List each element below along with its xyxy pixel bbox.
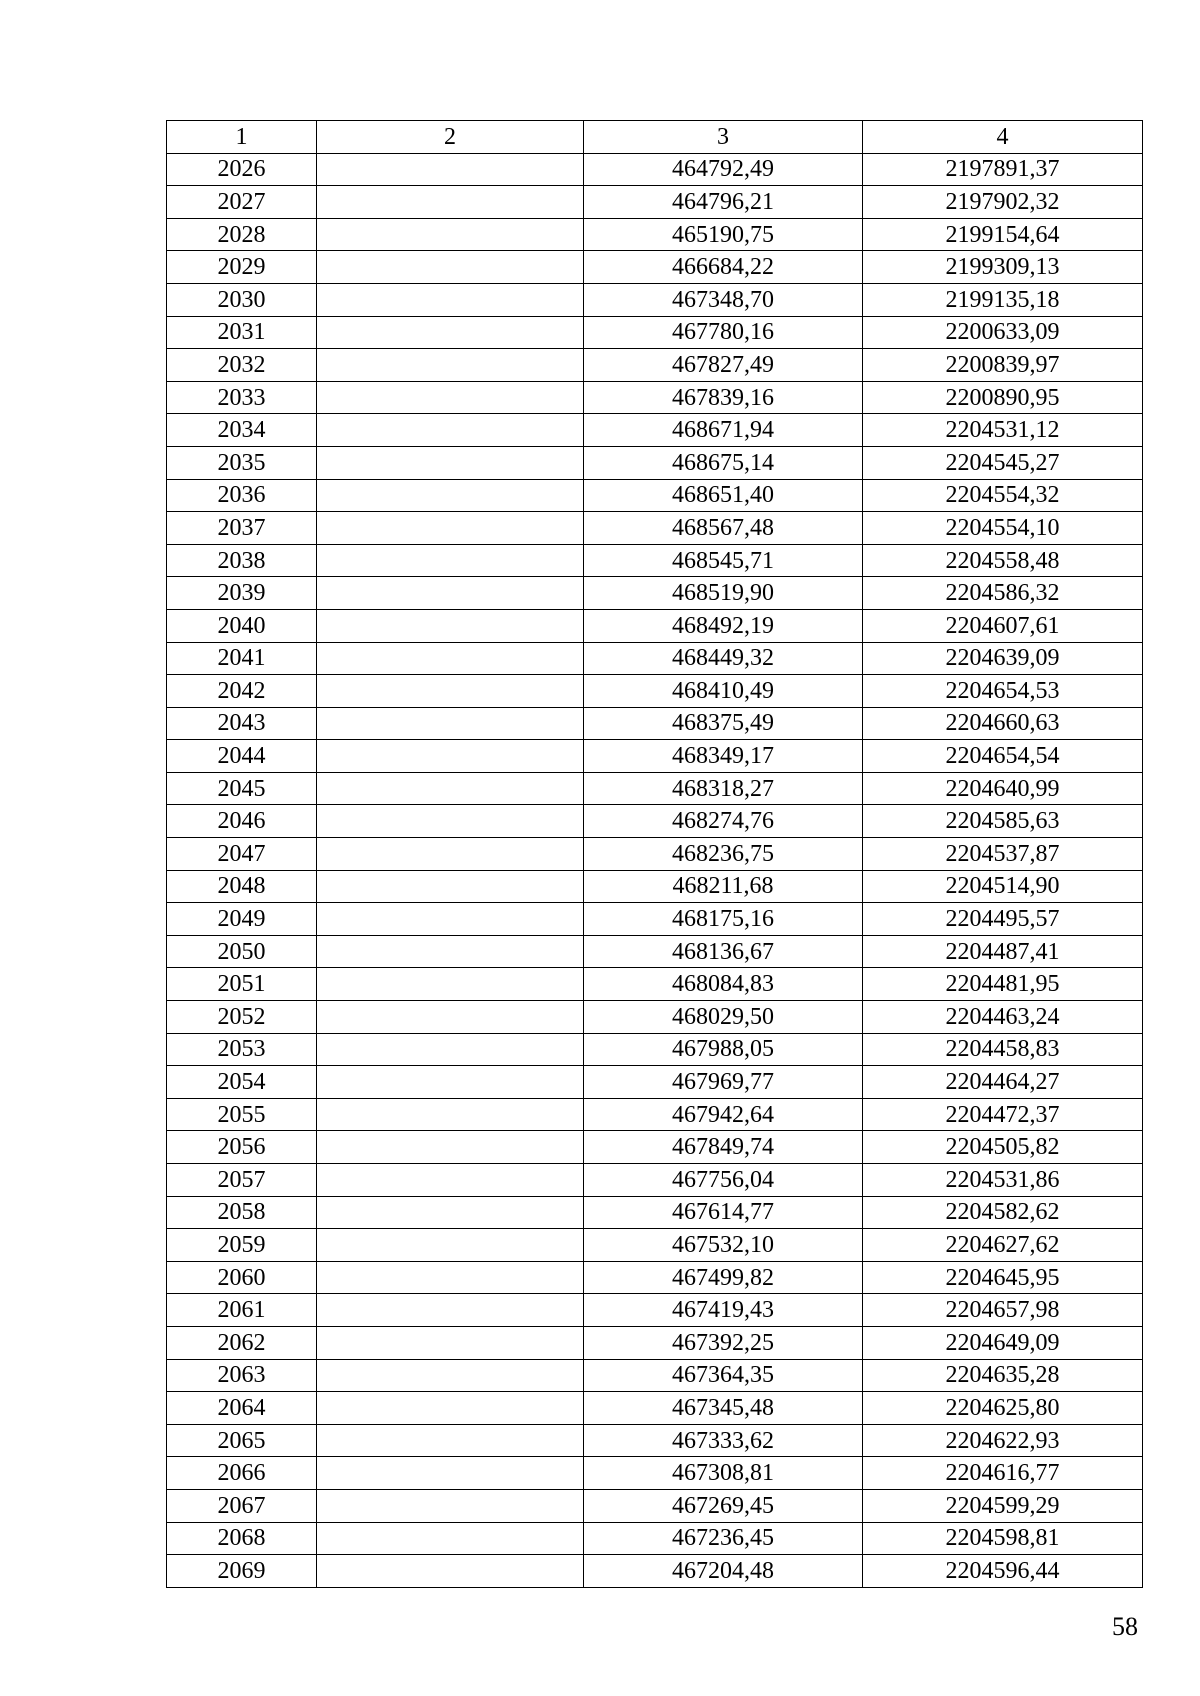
table-cell-col2 — [317, 1066, 584, 1099]
table-cell-col3: 467756,04 — [584, 1164, 863, 1197]
table-row — [167, 707, 1143, 740]
table-cell-col2 — [317, 1489, 584, 1522]
table-cell-col3: 468651,40 — [584, 479, 863, 512]
table-cell-col4: 2200633,09 — [863, 316, 1143, 349]
table-row — [167, 805, 1143, 838]
table-cell-col3: 468274,76 — [584, 805, 863, 838]
table-row — [167, 512, 1143, 545]
table-cell-col1: 2027 — [167, 186, 317, 219]
table-cell-col3: 464796,21 — [584, 186, 863, 219]
table-cell-col3: 467236,45 — [584, 1522, 863, 1555]
table-row — [167, 1359, 1143, 1392]
table-cell-col2 — [317, 935, 584, 968]
table-cell-col1: 2059 — [167, 1229, 317, 1262]
table-cell-col1: 2029 — [167, 251, 317, 284]
table-cell-col3: 467419,43 — [584, 1294, 863, 1327]
table-cell-col3: 467532,10 — [584, 1229, 863, 1262]
table-cell-col3: 467969,77 — [584, 1066, 863, 1099]
table-cell-col4: 2204472,37 — [863, 1098, 1143, 1131]
table-cell-col1: 2038 — [167, 544, 317, 577]
table-cell-col4: 2204495,57 — [863, 903, 1143, 936]
table-cell-col2 — [317, 1522, 584, 1555]
table-row — [167, 609, 1143, 642]
table-cell-col4: 2204654,54 — [863, 740, 1143, 773]
table-row — [167, 1424, 1143, 1457]
table-cell-col4: 2204505,82 — [863, 1131, 1143, 1164]
table-cell-col4: 2204622,93 — [863, 1424, 1143, 1457]
table-cell-col4: 2204487,41 — [863, 935, 1143, 968]
table-cell-col1: 2034 — [167, 414, 317, 447]
table-row — [167, 414, 1143, 447]
table-cell-col1: 2062 — [167, 1326, 317, 1359]
table-row — [167, 283, 1143, 316]
table-cell-col3: 468675,14 — [584, 446, 863, 479]
table-cell-col1: 2046 — [167, 805, 317, 838]
table-cell-col2 — [317, 1424, 584, 1457]
table-cell-col4: 2204464,27 — [863, 1066, 1143, 1099]
table-header-row — [167, 121, 1143, 154]
table-cell-col4: 2204654,53 — [863, 675, 1143, 708]
table-cell-col1: 2037 — [167, 512, 317, 545]
table-cell-col4: 2204645,95 — [863, 1261, 1143, 1294]
table-cell-col4: 2204545,27 — [863, 446, 1143, 479]
table-cell-col1: 2048 — [167, 870, 317, 903]
table-cell-col4: 2197891,37 — [863, 153, 1143, 186]
table-cell-col4: 2204598,81 — [863, 1522, 1143, 1555]
table-cell-col4: 2204660,63 — [863, 707, 1143, 740]
table-cell-col2 — [317, 707, 584, 740]
table-cell-col4: 2204558,48 — [863, 544, 1143, 577]
table-cell-col3: 468029,50 — [584, 1001, 863, 1034]
table-cell-col1: 2061 — [167, 1294, 317, 1327]
table-cell-col4: 2204627,62 — [863, 1229, 1143, 1262]
table-cell-col1: 2042 — [167, 675, 317, 708]
table-cell-col2 — [317, 512, 584, 545]
table-row — [167, 1261, 1143, 1294]
table-row — [167, 935, 1143, 968]
table-cell-col3: 468449,32 — [584, 642, 863, 675]
table-cell-col2 — [317, 153, 584, 186]
table-cell-col4: 2204607,61 — [863, 609, 1143, 642]
table-row — [167, 186, 1143, 219]
table-cell-col1: 2069 — [167, 1555, 317, 1588]
table-cell-col4: 2204514,90 — [863, 870, 1143, 903]
table-cell-col3: 468349,17 — [584, 740, 863, 773]
table-cell-col2 — [317, 577, 584, 610]
table-cell-col3: 468492,19 — [584, 609, 863, 642]
table-cell-col1: 2039 — [167, 577, 317, 610]
table-cell-col2 — [317, 1229, 584, 1262]
table-cell-col3: 468410,49 — [584, 675, 863, 708]
table-cell-col1: 2040 — [167, 609, 317, 642]
table-cell-col2 — [317, 1392, 584, 1425]
table-row — [167, 870, 1143, 903]
table-row — [167, 381, 1143, 414]
table-cell-col4: 2204481,95 — [863, 968, 1143, 1001]
table-cell-col2 — [317, 838, 584, 871]
table-cell-col4: 2204639,09 — [863, 642, 1143, 675]
table-cell-col4: 2204616,77 — [863, 1457, 1143, 1490]
table-cell-col4: 2204537,87 — [863, 838, 1143, 871]
table-row — [167, 251, 1143, 284]
table-cell-col1: 2058 — [167, 1196, 317, 1229]
table-cell-col1: 2054 — [167, 1066, 317, 1099]
table-cell-col3: 467333,62 — [584, 1424, 863, 1457]
table-cell-col3: 468545,71 — [584, 544, 863, 577]
table-cell-col1: 2055 — [167, 1098, 317, 1131]
table-cell-col4: 2204625,80 — [863, 1392, 1143, 1425]
table-cell-col2 — [317, 609, 584, 642]
header-cell-4: 4 — [863, 121, 1143, 154]
table-cell-col2 — [317, 1033, 584, 1066]
table-cell-col2 — [317, 1457, 584, 1490]
table-cell-col4: 2204458,83 — [863, 1033, 1143, 1066]
table-cell-col3: 467839,16 — [584, 381, 863, 414]
table-cell-col2 — [317, 1294, 584, 1327]
table-cell-col1: 2044 — [167, 740, 317, 773]
table-cell-col3: 466684,22 — [584, 251, 863, 284]
table-cell-col3: 468211,68 — [584, 870, 863, 903]
header-cell-3: 3 — [584, 121, 863, 154]
table-cell-col3: 468318,27 — [584, 772, 863, 805]
table-cell-col2 — [317, 1555, 584, 1588]
table-cell-col3: 468375,49 — [584, 707, 863, 740]
table-row — [167, 218, 1143, 251]
table-cell-col4: 2204554,32 — [863, 479, 1143, 512]
table-cell-col1: 2045 — [167, 772, 317, 805]
table-cell-col1: 2030 — [167, 283, 317, 316]
table-cell-col4: 2199309,13 — [863, 251, 1143, 284]
table-cell-col1: 2035 — [167, 446, 317, 479]
table-cell-col4: 2199154,64 — [863, 218, 1143, 251]
table-cell-col3: 468175,16 — [584, 903, 863, 936]
table-cell-col2 — [317, 1326, 584, 1359]
table-cell-col1: 2064 — [167, 1392, 317, 1425]
coordinates-table — [166, 120, 1143, 1588]
table-cell-col1: 2043 — [167, 707, 317, 740]
table-cell-col1: 2066 — [167, 1457, 317, 1490]
table-cell-col2 — [317, 772, 584, 805]
table-cell-col2 — [317, 186, 584, 219]
table-cell-col3: 467780,16 — [584, 316, 863, 349]
table-cell-col4: 2204531,86 — [863, 1164, 1143, 1197]
table-cell-col4: 2204599,29 — [863, 1489, 1143, 1522]
table-row — [167, 446, 1143, 479]
table-cell-col3: 468236,75 — [584, 838, 863, 871]
table-row — [167, 838, 1143, 871]
table-cell-col3: 467204,48 — [584, 1555, 863, 1588]
table-cell-col1: 2063 — [167, 1359, 317, 1392]
table-cell-col2 — [317, 316, 584, 349]
table-cell-col4: 2204554,10 — [863, 512, 1143, 545]
table-cell-col3: 468671,94 — [584, 414, 863, 447]
table-cell-col1: 2033 — [167, 381, 317, 414]
table-row — [167, 1196, 1143, 1229]
table-cell-col4: 2204463,24 — [863, 1001, 1143, 1034]
table-row — [167, 1489, 1143, 1522]
table-cell-col2 — [317, 1001, 584, 1034]
table-cell-col1: 2051 — [167, 968, 317, 1001]
table-row — [167, 1522, 1143, 1555]
table-row — [167, 903, 1143, 936]
table-row — [167, 1457, 1143, 1490]
table-cell-col3: 467348,70 — [584, 283, 863, 316]
table-row — [167, 1098, 1143, 1131]
table-cell-col2 — [317, 544, 584, 577]
table-cell-col1: 2053 — [167, 1033, 317, 1066]
table-body — [167, 153, 1143, 1587]
table-cell-col2 — [317, 446, 584, 479]
table-cell-col1: 2057 — [167, 1164, 317, 1197]
table-row — [167, 740, 1143, 773]
table-cell-col4: 2204586,32 — [863, 577, 1143, 610]
table-cell-col4: 2204531,12 — [863, 414, 1143, 447]
table-cell-col2 — [317, 218, 584, 251]
table-row — [167, 544, 1143, 577]
table-cell-col2 — [317, 870, 584, 903]
table-cell-col2 — [317, 1261, 584, 1294]
table-cell-col2 — [317, 968, 584, 1001]
table-row — [167, 479, 1143, 512]
table-cell-col2 — [317, 1098, 584, 1131]
table-cell-col2 — [317, 675, 584, 708]
table-cell-col4: 2204635,28 — [863, 1359, 1143, 1392]
table-cell-col3: 468567,48 — [584, 512, 863, 545]
table-row — [167, 1131, 1143, 1164]
table-cell-col3: 467942,64 — [584, 1098, 863, 1131]
table-cell-col2 — [317, 283, 584, 316]
table-cell-col2 — [317, 251, 584, 284]
table-cell-col3: 468136,67 — [584, 935, 863, 968]
table-cell-col4: 2204640,99 — [863, 772, 1143, 805]
table-row — [167, 1294, 1143, 1327]
table-cell-col1: 2068 — [167, 1522, 317, 1555]
table-cell-col4: 2204585,63 — [863, 805, 1143, 838]
table-cell-col3: 467827,49 — [584, 349, 863, 382]
table-cell-col4: 2204649,09 — [863, 1326, 1143, 1359]
table-cell-col1: 2036 — [167, 479, 317, 512]
table-cell-col1: 2056 — [167, 1131, 317, 1164]
table-row — [167, 316, 1143, 349]
table-cell-col4: 2197902,32 — [863, 186, 1143, 219]
header-cell-2: 2 — [317, 121, 584, 154]
table-row — [167, 1066, 1143, 1099]
table-cell-col3: 467988,05 — [584, 1033, 863, 1066]
table-cell-col1: 2032 — [167, 349, 317, 382]
table-cell-col2 — [317, 903, 584, 936]
table-cell-col2 — [317, 479, 584, 512]
table-cell-col2 — [317, 805, 584, 838]
table-cell-col1: 2041 — [167, 642, 317, 675]
table-cell-col3: 467614,77 — [584, 1196, 863, 1229]
table-cell-col4: 2199135,18 — [863, 283, 1143, 316]
table-cell-col3: 467345,48 — [584, 1392, 863, 1425]
page-number: 58 — [1112, 1612, 1138, 1641]
table-cell-col2 — [317, 381, 584, 414]
table-row — [167, 772, 1143, 805]
table-row — [167, 968, 1143, 1001]
table-cell-col2 — [317, 1359, 584, 1392]
table-cell-col1: 2028 — [167, 218, 317, 251]
table-cell-col3: 467849,74 — [584, 1131, 863, 1164]
table-cell-col3: 467364,35 — [584, 1359, 863, 1392]
table-cell-col3: 465190,75 — [584, 218, 863, 251]
table-row — [167, 1229, 1143, 1262]
table-row — [167, 1033, 1143, 1066]
table-cell-col2 — [317, 1196, 584, 1229]
table-row — [167, 349, 1143, 382]
table-cell-col1: 2065 — [167, 1424, 317, 1457]
header-cell-1: 1 — [167, 121, 317, 154]
table-cell-col3: 467269,45 — [584, 1489, 863, 1522]
table-cell-col3: 468519,90 — [584, 577, 863, 610]
table-cell-col1: 2026 — [167, 153, 317, 186]
table-cell-col3: 467499,82 — [584, 1261, 863, 1294]
table-cell-col4: 2204657,98 — [863, 1294, 1143, 1327]
table-row — [167, 1164, 1143, 1197]
table-cell-col4: 2204596,44 — [863, 1555, 1143, 1588]
table-row — [167, 1555, 1143, 1588]
table-cell-col1: 2060 — [167, 1261, 317, 1294]
table-cell-col1: 2049 — [167, 903, 317, 936]
table-row — [167, 153, 1143, 186]
table-cell-col3: 467308,81 — [584, 1457, 863, 1490]
table-cell-col1: 2067 — [167, 1489, 317, 1522]
table-cell-col3: 467392,25 — [584, 1326, 863, 1359]
table-cell-col2 — [317, 642, 584, 675]
table-cell-col2 — [317, 414, 584, 447]
table-cell-col4: 2200890,95 — [863, 381, 1143, 414]
table-cell-col4: 2200839,97 — [863, 349, 1143, 382]
table-cell-col1: 2031 — [167, 316, 317, 349]
table-cell-col1: 2047 — [167, 838, 317, 871]
table-row — [167, 675, 1143, 708]
table-cell-col2 — [317, 349, 584, 382]
table-cell-col4: 2204582,62 — [863, 1196, 1143, 1229]
table-cell-col2 — [317, 740, 584, 773]
table-row — [167, 1001, 1143, 1034]
table-row — [167, 1326, 1143, 1359]
table-row — [167, 642, 1143, 675]
table-cell-col1: 2052 — [167, 1001, 317, 1034]
table-cell-col3: 468084,83 — [584, 968, 863, 1001]
table-row — [167, 1392, 1143, 1425]
table-cell-col1: 2050 — [167, 935, 317, 968]
table-row — [167, 577, 1143, 610]
table-cell-col2 — [317, 1131, 584, 1164]
table-cell-col2 — [317, 1164, 584, 1197]
table-cell-col3: 464792,49 — [584, 153, 863, 186]
